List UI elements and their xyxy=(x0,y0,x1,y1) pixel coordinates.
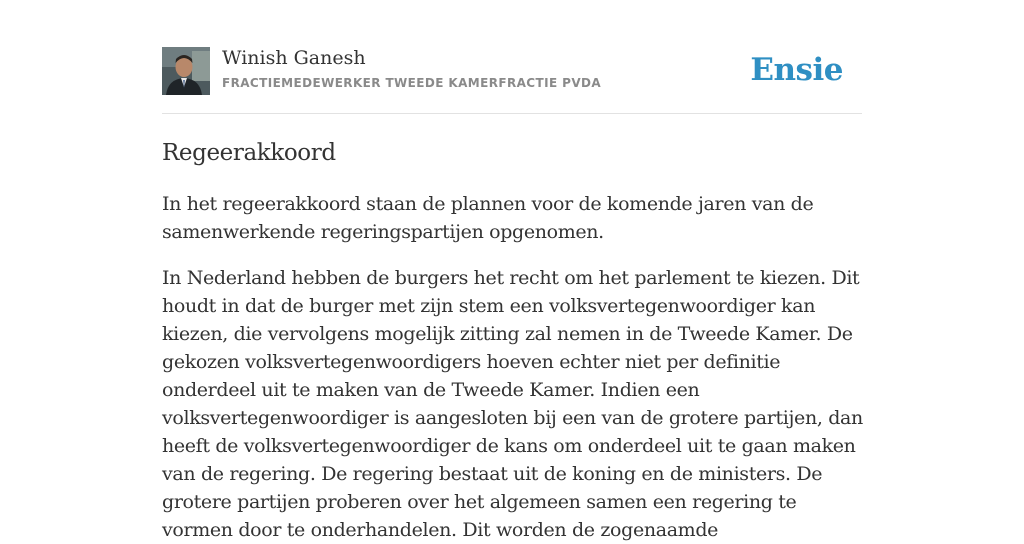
author-name[interactable]: Winish Ganesh xyxy=(222,47,366,69)
article-paragraph: In Nederland hebben de burgers het recht om het parlement te kiezen. Dit houdt in dat de burger met zijn stem een volksvertegenwoordiger kan kiezen, die vervolgens mogelijk zitting zal nemen in de Tweede Kamer. De gekozen volksvertegenwoordigers hoeven echter niet per definitie onderdeel uit te maken van de Tweede Kamer. Indien een volksvertegenwoordiger is aangesloten bij een van de grotere partijen, dan heeft de volksvertegenwoordiger de kans om onderdeel uit te gaan maken van de regering. De regering bestaat uit de koning en de ministers. De grotere partijen proberen over het algemeen samen een regering te vormen door te onderhandelen. Dit worden de zogenaamde xyxy=(162,267,863,541)
author-photo xyxy=(162,47,210,95)
article-title: Regeerakkoord xyxy=(162,140,336,166)
author-avatar[interactable] xyxy=(162,47,210,95)
ensie-logo[interactable]: Ensie xyxy=(750,52,843,88)
article-body xyxy=(162,138,864,544)
article-header xyxy=(162,46,862,114)
author-role: FRACTIEMEDEWERKER TWEEDE KAMERFRACTIE PVDA xyxy=(222,76,602,90)
article-paragraph: In het regeerakkoord staan de plannen voor de komende jaren van de samenwerkende regeringspartijen opgenomen. xyxy=(162,193,814,243)
